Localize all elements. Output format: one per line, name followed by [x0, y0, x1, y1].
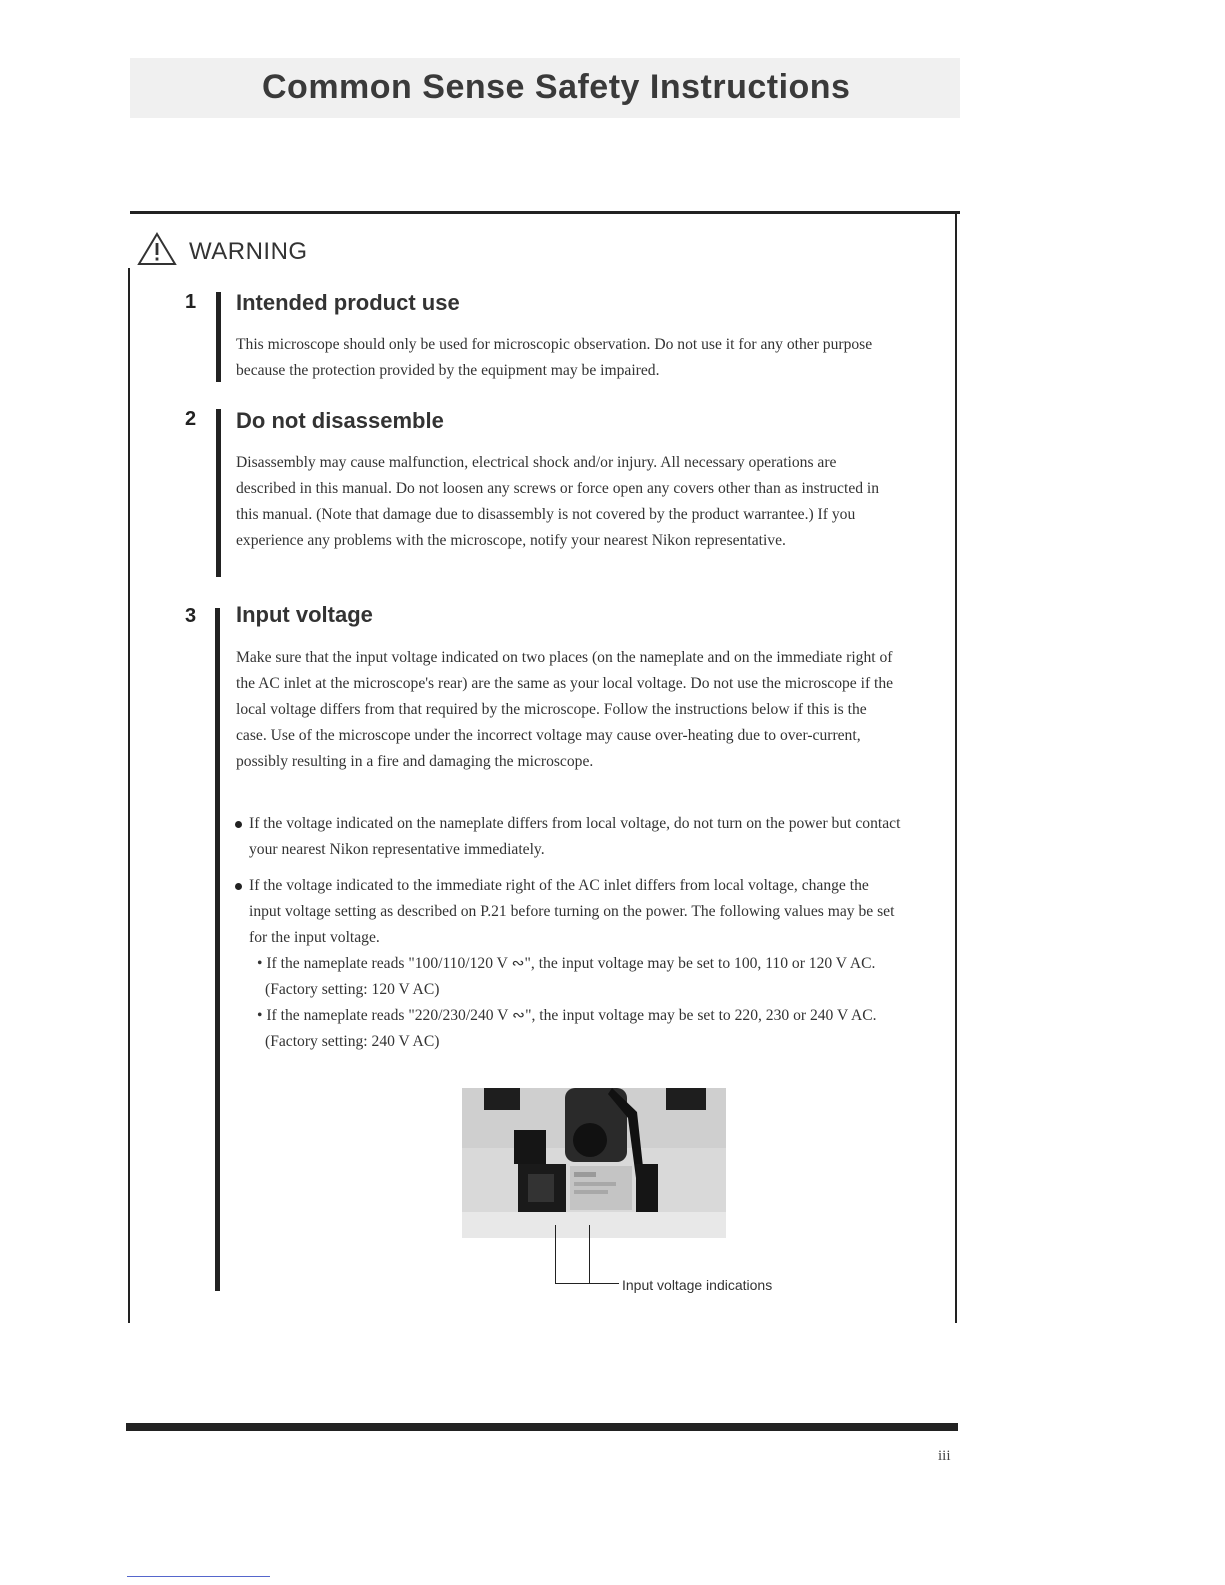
- left-rule: [128, 268, 130, 1323]
- right-rule: [955, 211, 957, 1323]
- section-bar: [216, 409, 221, 577]
- section-number: 1: [185, 291, 197, 313]
- ac-inlet-photo: [462, 1088, 726, 1238]
- scan-mark: [127, 1576, 270, 1577]
- section-body: Disassembly may cause malfunction, electrical shock and/or injury. All necessary operations are described in this manual. Do not loosen any screws or force open any covers other than as instructed in this manual. (Note that damage due to disassembly is not covered by the product warrantee.) If you experience any problems with the microscope, notify your nearest Nikon representative.: [236, 454, 880, 549]
- sub-item: • If the nameplate reads "100/110/120 V ∾", the input voltage may be set to 100, 110 or 120 V AC. (Factory setting: 120 V AC): [257, 955, 876, 998]
- callout-line: [589, 1225, 590, 1283]
- warning-header: [137, 232, 308, 271]
- section-body: This microscope should only be used for microscopic observation. Do not use it for any other purpose because the protection provided by the equipment may be impaired.: [236, 336, 873, 379]
- top-rule: [130, 211, 960, 214]
- section-number: 3: [185, 605, 197, 627]
- bullet-text: If the voltage indicated on the nameplate differs from local voltage, do not turn on the power but contact your nearest Nikon representative immediately.: [249, 815, 901, 858]
- page-title: Common Sense Safety Instructions: [262, 68, 851, 106]
- bullet-dot: [235, 821, 242, 828]
- bottom-rule: [126, 1423, 958, 1431]
- section-heading: Input voltage: [236, 602, 373, 627]
- section-bar: [216, 292, 221, 382]
- warning-label: WARNING: [189, 237, 308, 265]
- warning-triangle-icon: [137, 232, 177, 271]
- page-number: iii: [938, 1448, 951, 1464]
- list-item: [235, 811, 903, 863]
- list-item: [235, 873, 903, 951]
- callout-line: [555, 1225, 556, 1283]
- section-body: Make sure that the input voltage indicated on two places (on the nameplate and on the immediate right of the AC inlet at the microscope's rear) are the same as your local voltage. Do not use the microscope if the local voltage differs from that required by the microscope. Follow the instructions below if this is the case. Use of the microscope under the incorrect voltage may cause over-heating due to over-current, possibly resulting in a fire and damaging the microscope.: [236, 649, 894, 770]
- bullet-text: If the voltage indicated to the immediate right of the AC inlet differs from local voltage, change the input voltage setting as described on P.21 before turning on the power. The following values may be set for the input voltage.: [249, 877, 895, 946]
- sub-item: • If the nameplate reads "220/230/240 V ∾", the input voltage may be set to 220, 230 or 240 V AC. (Factory setting: 240 V AC): [257, 1007, 877, 1050]
- section-bar: [215, 608, 220, 1291]
- section-heading: Do not disassemble: [236, 408, 444, 433]
- section-heading: Intended product use: [236, 290, 460, 315]
- figure-callout: Input voltage indications: [622, 1277, 773, 1293]
- bullet-dot: [235, 883, 242, 890]
- section-number: 2: [185, 408, 197, 430]
- callout-line: [555, 1283, 619, 1284]
